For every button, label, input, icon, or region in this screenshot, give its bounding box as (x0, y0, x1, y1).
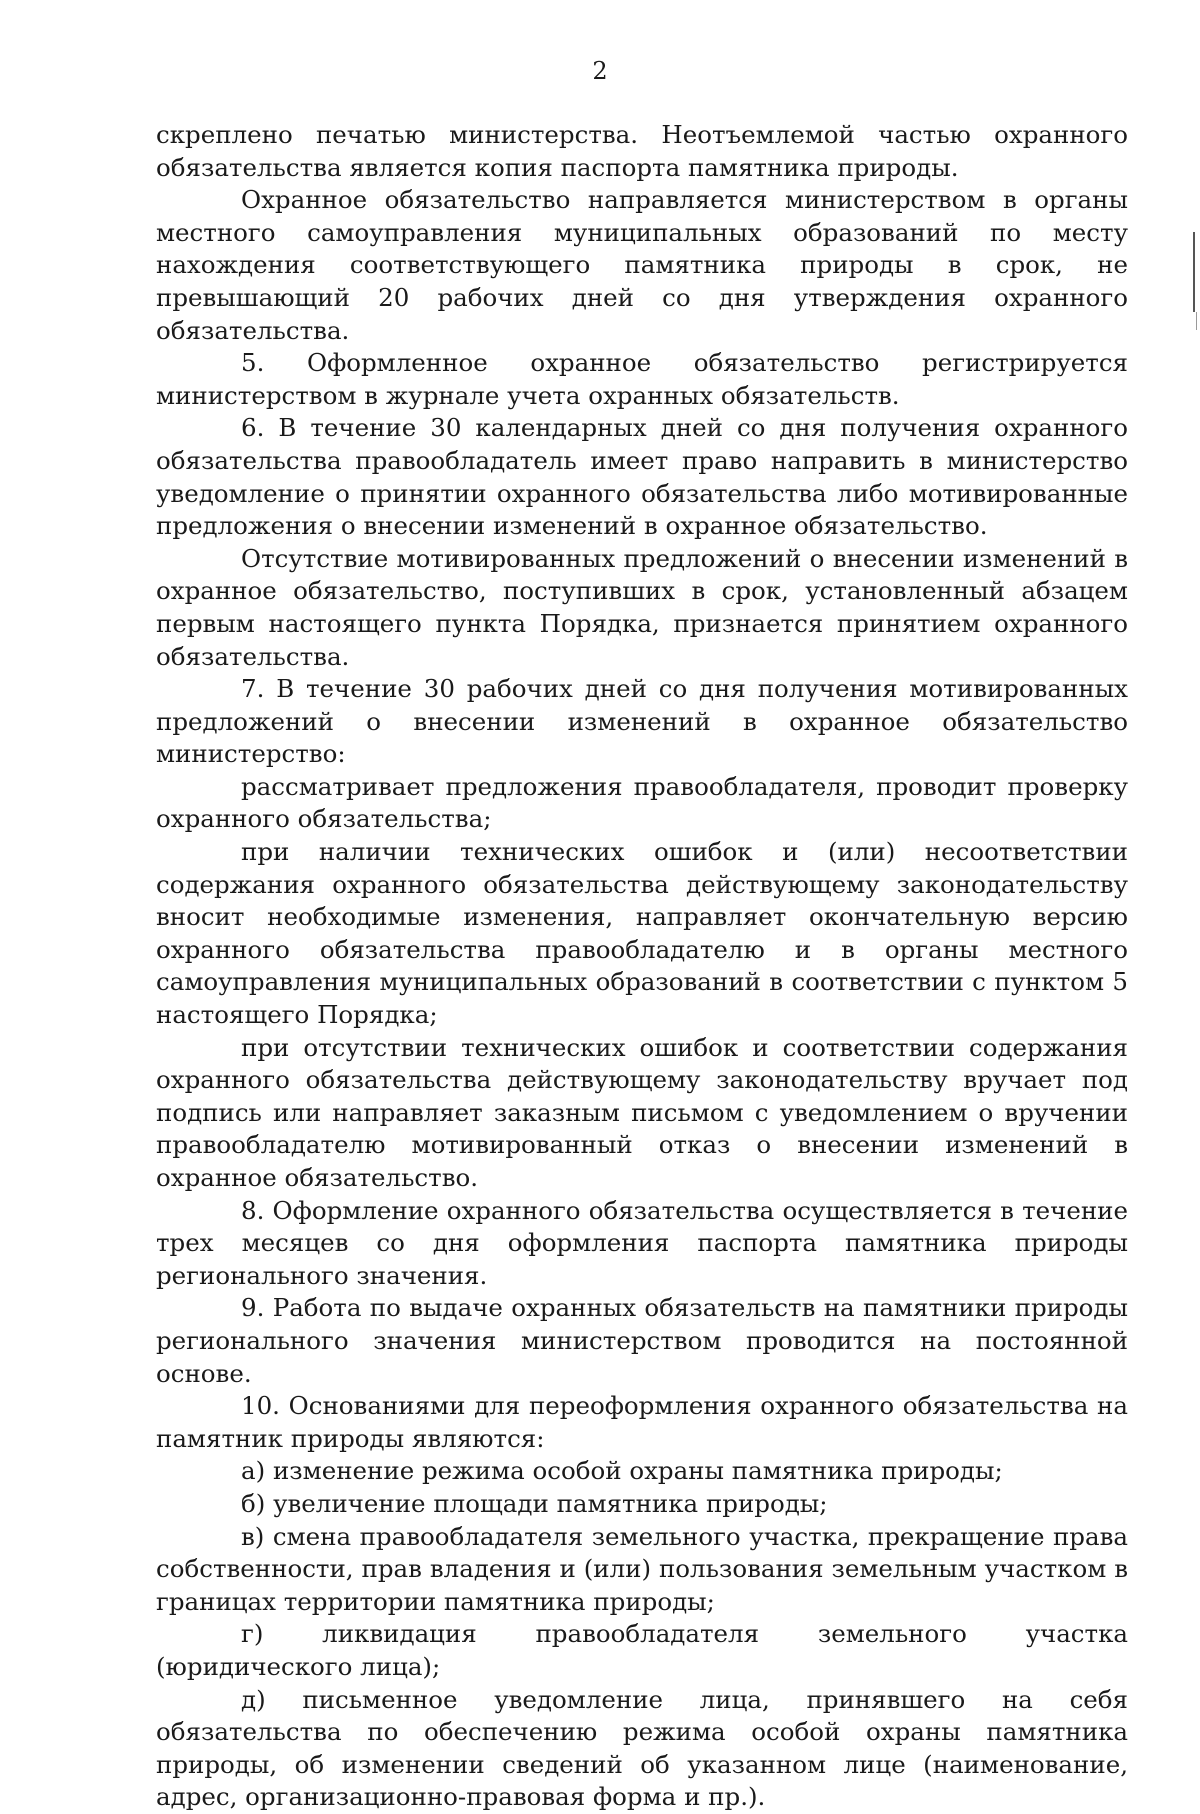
paragraph-item-7-review: рассматривает предложения правообладателя, проводит проверку охранного обязательства; (156, 771, 1128, 834)
paragraph-item-10-v: в) смена правообладателя земельного участка, прекращение права собственности, прав владения и (или) пользования земельным участком в границах территории памятника природы; (156, 1521, 1128, 1616)
paragraph-item-10-a: а) изменение режима особой охраны памятника природы; (241, 1456, 1003, 1486)
paragraph-item-9: 9. Работа по выдаче охранных обязательств на памятники природы регионального значения министерством проводится на постоянной основе. (156, 1293, 1128, 1388)
paragraph-item-7-no-errors: при отсутствии технических ошибок и соответствии содержания охранного обязательства действующему законодательству вручает под подпись или направляет заказным письмом с уведомлением о вручении правообладателю мотивированный отказ о внесении изменений в охранное обязательство. (156, 1032, 1128, 1192)
paragraph-obligation-sending: Охранное обязательство направляется министерством в органы местного самоуправления муниципальных образований по месту нахождения соответствующего памятника природы в срок, не превышающий 20 рабочих дней со дня утверждения охранного обязательства. (156, 185, 1128, 345)
paragraph-item-8: 8. Оформление охранного обязательства осуществляется в течение трех месяцев со дня оформления паспорта памятника природы регионального значения. (156, 1195, 1128, 1290)
document-body (156, 119, 1128, 1814)
page-number: 2 (592, 57, 608, 85)
paragraph-item-10-b: б) увеличение площади памятника природы; (241, 1488, 828, 1518)
paragraph-continuation: скреплено печатью министерства. Неотъемлемой частью охранного обязательства является копия паспорта памятника природы. (156, 120, 1128, 182)
scan-edge-mark-faint (1196, 312, 1197, 330)
paragraph-item-10: 10. Основаниями для переоформления охранного обязательства на памятник природы являются: (156, 1391, 1128, 1453)
scan-edge-mark (1193, 232, 1195, 312)
paragraph-item-10-d: д) письменное уведомление лица, принявшего на себя обязательства по обеспечению режима особой охраны памятника природы, об изменении сведений об указанном лице (наименование, адрес, организационно-правовая форма и пр.). (156, 1684, 1128, 1812)
paragraph-item-6-absence: Отсутствие мотивированных предложений о внесении изменений в охранное обязательство, поступивших в срок, установленный абзацем первым настоящего пункта Порядка, признается принятием охранного обязательства. (156, 543, 1128, 671)
paragraph-item-6: 6. В течение 30 календарных дней со дня получения охранного обязательства правообладатель имеет право направить в министерство уведомление о принятии охранного обязательства либо мотивированные предложения о внесении изменений в охранное обязательство. (156, 413, 1128, 541)
paragraph-item-5: 5. Оформленное охранное обязательство регистрируется министерством в журнале учета охранных обязательств. (156, 348, 1128, 410)
paragraph-item-10-g: г) ликвидация правообладателя земельного участка (юридического лица); (156, 1619, 1128, 1681)
paragraph-item-7: 7. В течение 30 рабочих дней со дня получения мотивированных предложений о внесении изменений в охранное обязательство министерство: (156, 674, 1128, 769)
paragraph-item-7-errors: при наличии технических ошибок и (или) несоответствии содержания охранного обязательства действующему законодательству вносит необходимые изменения, направляет окончательную версию охранного обязательства правообладателю и в органы местного самоуправления муниципальных образований в соответствии с пунктом 5 настоящего Порядка; (156, 837, 1128, 1030)
